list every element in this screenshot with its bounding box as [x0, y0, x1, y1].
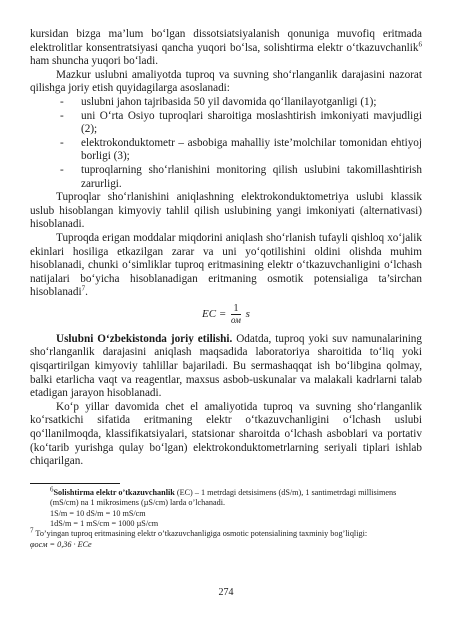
formula-lhs: EC = — [202, 307, 227, 320]
footnote-6 — [30, 485, 422, 509]
paragraph-4 — [30, 232, 422, 300]
list-item — [30, 96, 422, 110]
list-item — [30, 137, 422, 164]
page-number: 274 — [218, 587, 234, 598]
footnote-7-formula — [30, 540, 422, 550]
list-item-text: tuproqlarning sho‘rlanishini monitoring qilish uslubini takomillashtirish zarurligi. — [81, 163, 422, 190]
basis-list — [30, 96, 422, 191]
paragraph-6: Ko‘p yillar davomida chet el amaliyotida tuproq va suvning sho‘rlanganlik ko‘rsatkichi sifatida eritmaning elektr o‘tkazuvchanligini o‘lchash uslubi qo‘llanilmoqda, klassifikatsiyalari, statsionar sharoitda o‘lchash asboblari va portativ (ko‘tarib yurishga qulay bo‘lgan) elektrokonduktometrlarning seriyali tiplari ishlab chiqarilgan. — [30, 400, 422, 468]
list-dash: - — [60, 136, 64, 149]
paragraph-2: Mazkur uslubni amaliyotda tuproq va suvning sho‘rlanganlik darajasini nazorat qilishga joriy etish quyidagilarga asoslanadi: — [30, 68, 422, 95]
paragraph-4-text: Tuproqda erigan moddalar miqdorini aniqlash sho‘rlanish tufayli qishloq xo‘jalik ekinlari hosiliga etkazilgan zarar va uni yo‘qotilishini oldini olishda muhim hisoblanadi, chunki o‘simliklar tuproq eritmasining elektr o‘tkazuvchanligini o‘lchash natijalari bo‘yicha hisoblanadigan eritmaning osmotik potensialiga ta’sirchan hisoblanadi — [30, 231, 422, 299]
paragraph-1 — [30, 28, 422, 69]
footnote-divider — [30, 483, 120, 484]
list-item — [30, 110, 422, 137]
list-item-text: uslubni jahon tajribasida 50 yil davomida qo‘llanilayotganligi (1); — [81, 95, 377, 108]
formula-rhs: s — [245, 307, 250, 320]
list-item-text: elektrokonduktometr – asbobiga mahalliy iste’molchilar tomonidan ehtiyoj borligi (3); — [81, 136, 422, 163]
paragraph-4-end: . — [85, 286, 88, 299]
paragraph-1-text: kursidan bizga ma’lum bo‘lgan dissotsiatsiyalanish qonuniga muvofiq eritmada elektrolitlar konsentratsiyasi qancha yuqori bo‘lsa, solishtirma elektr o‘tkazuvchanlik — [30, 28, 422, 54]
list-dash: - — [60, 109, 64, 122]
section-heading-inline: Uslubni O‘zbekistonda joriy etilishi. — [56, 332, 233, 345]
paragraph-5 — [30, 333, 422, 401]
list-dash: - — [60, 163, 64, 176]
paragraph-1-end: ham shuncha yuqori bo‘ladi. — [30, 55, 159, 68]
ec-formula — [30, 303, 422, 331]
paragraph-5-text: Odatda, tuproq yoki suv namunalarining sho‘rlanganlik darajasini aniqlash maqsadida laboratoriya sharoitida to‘liq yoki qisqartirilgan kimyoviy tahlillar bajariladi. Bu sermashaqqat ish bo‘libgina qolmay, balki etarlicha vaqt va reagentlar, maxsus asbob-uskunalar va malakali kadrlarni talab etadigan jarayon hisoblanadi. — [30, 332, 422, 400]
formula-numerator: 1 — [231, 303, 241, 315]
footnote-6-line-2: 1S/m = 10 dS/m = 10 mS/cm — [50, 508, 146, 518]
formula-denominator: ом — [231, 314, 241, 325]
formula-fraction — [231, 303, 241, 326]
footnote-7-text: To’yingan tuproq eritmasining elektr o’tkazuvchanligiga osmotic potensialining taxminiy bog’liqligi: — [33, 529, 368, 539]
footnote-6-number: 6 — [50, 485, 54, 494]
footnote-ref-6: 6 — [418, 39, 422, 48]
list-dash: - — [60, 95, 64, 108]
footnote-6-text: (EC) – 1 metrdagi detsisimens (dS/m), 1 santimetrdagi millisimens (mS/cm) na 1 mikrosimens (µS/cm) larda o’lchanadi. — [50, 487, 397, 508]
footnote-7-number: 7 — [30, 526, 34, 535]
footnote-6-term: Solishtirma elektr o’tkazuvchanlik — [53, 487, 175, 497]
paragraph-3: Tuproqlar sho‘rlanishini aniqlashning elektrokonduktometriya uslubi klassik uslub hisoblangan kimyoviy tahlil qilish uslubining yangi imkoniyati (alternativasi) hisoblanadi. — [30, 191, 422, 231]
footnote-7-formula-text: φосм = 0,36 · ECe — [30, 539, 92, 549]
document-page — [30, 28, 422, 550]
footnote-7 — [30, 526, 422, 539]
footnote-ref-7: 7 — [81, 284, 86, 293]
footnote-6-line-3: 1dS/m = 1 mS/cm = 1000 µS/cm — [50, 519, 159, 529]
list-item-text: uni O‘rta Osiyo tuproqlari sharoitiga moslashtirish imkoniyati mavjudligi (2); — [81, 109, 422, 136]
list-item — [30, 164, 422, 191]
